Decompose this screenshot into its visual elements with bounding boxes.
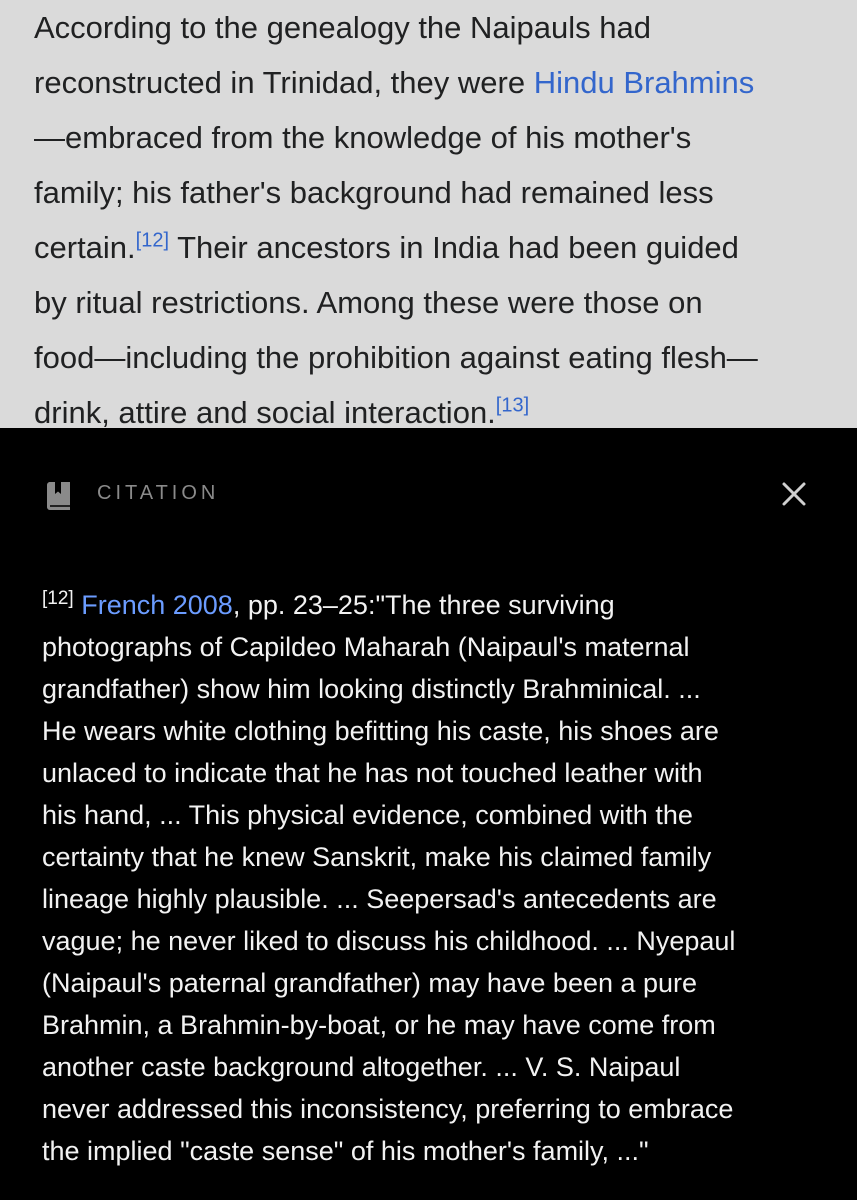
article-line [34,0,834,55]
article-text: —embraced from the knowledge of his mother's [34,120,692,155]
article-text: family; his father's background had remained less [34,175,714,210]
citation-text: never addressed this inconsistency, preferring to embrace [42,1094,734,1124]
article-text: According to the genealogy the Naipauls had [34,10,651,45]
citation-panel [0,428,857,1200]
citation-line [42,710,842,752]
citation-line [42,626,842,668]
citation-text: the implied "caste sense" of his mother's family, ..." [42,1136,649,1166]
citation-line [42,668,842,710]
citation-line [42,1004,842,1046]
citation-text: his hand, ... This physical evidence, combined with the [42,800,693,830]
citation-body [42,584,842,1172]
citation-line [42,836,842,878]
article-line [34,55,834,110]
citation-line [42,962,842,1004]
citation-line [42,794,842,836]
citation-text: photographs of Capildeo Maharah (Naipaul's maternal [42,632,690,662]
citation-line [42,1046,842,1088]
article-line [34,385,834,428]
article-text: Their ancestors in India had been guided [169,230,739,265]
reference-12-link[interactable]: [12] [135,229,170,252]
french-2008-link[interactable]: French 2008 [81,590,233,620]
article-text: certain. [34,230,136,265]
citation-text: another caste background altogether. ... V. S. Naipaul [42,1052,681,1082]
article-line [34,330,834,385]
citation-text: unlaced to indicate that he has not touched leather with [42,758,703,788]
hindu-brahmins-link[interactable]: Hindu Brahmins [533,65,755,100]
article-line [34,275,834,330]
article-text: reconstructed in Trinidad, they were [34,65,534,100]
citation-text: He wears white clothing befitting his caste, his shoes are [42,716,719,746]
citation-text: certainty that he knew Sanskrit, make his claimed family [42,842,712,872]
citation-line [42,920,842,962]
article-line [34,165,834,220]
citation-header [0,428,857,558]
citation-text: vague; he never liked to discuss his childhood. ... Nyepaul [42,926,736,956]
close-icon[interactable] [776,476,812,512]
article-section [0,0,857,428]
article-text: drink, attire and social interaction. [34,395,496,428]
citation-line [42,584,842,626]
citation-text: lineage highly plausible. ... Seepersad's antecedents are [42,884,717,914]
citation-text: Brahmin, a Brahmin-by-boat, or he may have come from [42,1010,716,1040]
citation-ref-label: [12] [42,588,74,609]
book-icon [46,481,72,511]
citation-line [42,752,842,794]
article-line [34,110,834,165]
citation-line [42,878,842,920]
citation-text: , pp. 23–25:"The three surviving [232,590,615,620]
article-paragraph [34,0,834,428]
article-line [34,220,834,275]
article-text: food—including the prohibition against eating flesh— [34,340,758,375]
reference-13-link[interactable]: [13] [495,394,530,417]
citation-line [42,1130,842,1172]
citation-text: (Naipaul's paternal grandfather) may have been a pure [42,968,698,998]
citation-line [42,1088,842,1130]
citation-text: grandfather) show him looking distinctly Brahminical. ... [42,674,701,704]
article-text: by ritual restrictions. Among these were those on [34,285,703,320]
citation-label: CITATION [97,482,220,504]
